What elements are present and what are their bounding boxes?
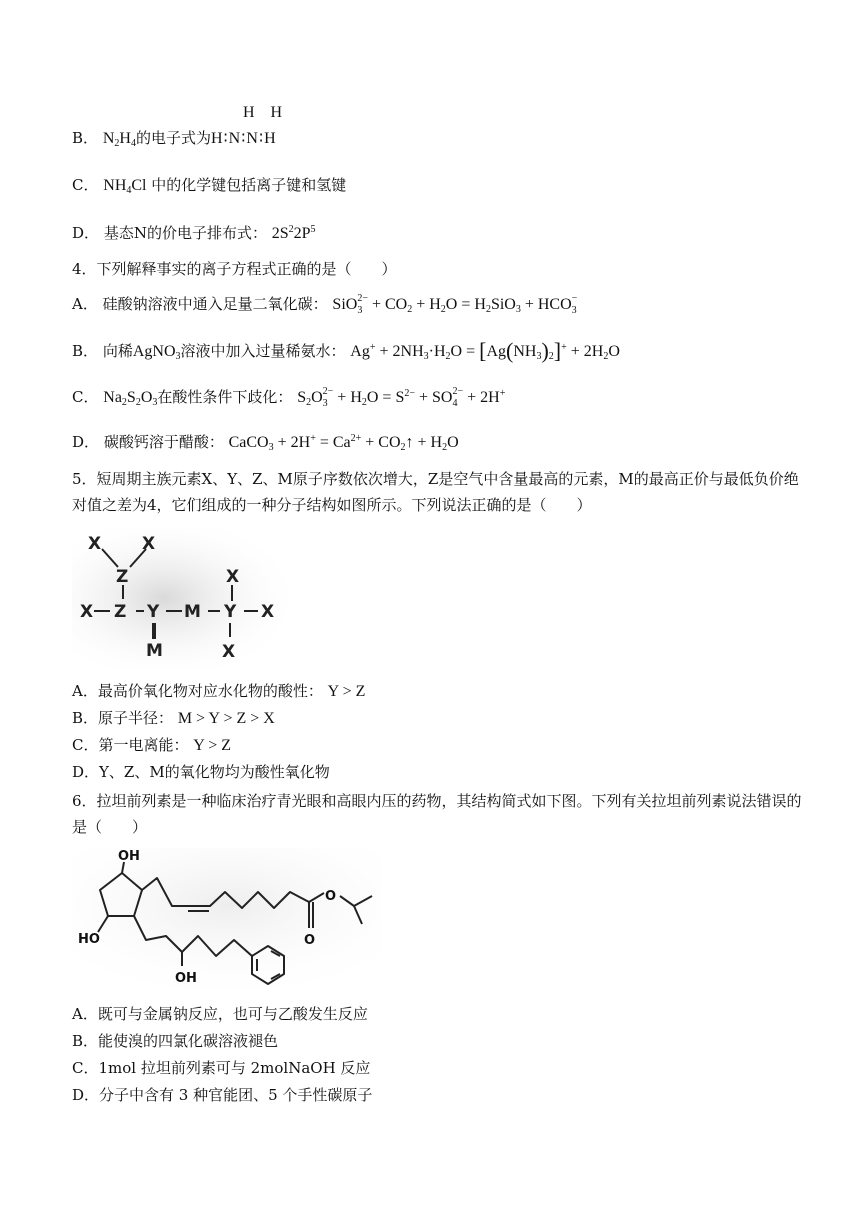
formula: $NH_4Cl$: [103, 177, 147, 196]
equation: $S_2O$ 2− 3 + $H_2O = S^{2-}$ + SO 2− 4 + 2H+: [297, 386, 506, 410]
option-text: 向稀: [102, 342, 133, 360]
option-text: 碳酸钙溶于醋酸：: [103, 433, 224, 451]
option-text: 第一电离能：: [98, 736, 189, 754]
formula: $2S^22P^5$: [271, 224, 316, 242]
q6-option-c: [72, 1057, 370, 1079]
q5-stem: 5．短周期主族元素X、Y、Z、M原子序数依次增大，Z是空气中含量最高的元素，M的最高正价与最低负价绝对值之差为4，它们组成的一种分子结构如图所示。下列说法正确的是（ ）: [72, 470, 799, 514]
q4-option-d: [72, 431, 459, 454]
q6-stem: 6．拉坦前列素是一种临床治疗青光眼和高眼内压的药物，其结构简式如下图。下列有关拉坦前列素说法错误的是（ ）: [72, 792, 802, 836]
atom-z: Z: [116, 567, 129, 587]
hydroxyl-label: OH: [118, 849, 140, 864]
formula: AgNO$_3$: [132, 343, 181, 362]
atom-m: M: [146, 641, 163, 661]
q4-option-b: [72, 340, 620, 363]
ether-oxygen-label: O: [325, 889, 337, 904]
q5-option-b: [72, 707, 275, 730]
q6-option-d: [72, 1084, 372, 1106]
option-text: 基态N的价电子排布式：: [103, 224, 267, 242]
option-text: 既可与金属钠反应，也可与乙酸发生反应: [97, 1005, 368, 1023]
formula: Y > Z: [327, 683, 366, 700]
q3-option-c: [72, 174, 346, 197]
q6-option-a: [72, 1003, 368, 1025]
option-text: 能使溴的四氯化碳溶液褪色: [98, 1032, 279, 1050]
atom-x: X: [80, 602, 94, 622]
electron-formula-top-hydrogens: H H: [243, 104, 289, 121]
option-label: B．: [72, 342, 99, 360]
q4-stem: 4．下列解释事实的离子方程式正确的是（ ）: [72, 260, 397, 278]
q4-option-a: [72, 293, 577, 316]
q3-option-d: [72, 222, 316, 245]
option-label: B．: [72, 709, 99, 727]
option-label: D．: [72, 1086, 100, 1104]
formula: $Na_2S_2O_3$: [103, 389, 158, 408]
option-label: D．: [72, 763, 100, 781]
option-text: Y、Z、M的氧化物均为酸性氧化物: [99, 763, 330, 781]
atom-x: X: [88, 534, 102, 554]
option-label: A．: [72, 682, 98, 700]
equation: CaCO$_3$ + $2H^+ = Ca^{2+}$ + $CO_2↑ + H_2O$: [228, 433, 459, 453]
atom-x: X: [226, 567, 240, 587]
option-text: 硅酸钠溶液中通入足量二氧化碳：: [102, 295, 328, 313]
hydroxyl-label: OH: [175, 971, 197, 986]
q4-option-c: [72, 386, 505, 409]
atom-m: M: [184, 602, 201, 622]
q3-option-b: [72, 127, 277, 150]
electron-formula: H∶N∶N∶H: [210, 130, 277, 147]
option-text: 在酸性条件下歧化：: [157, 388, 293, 406]
option-label: A．: [72, 1005, 98, 1023]
formula: $N_2H_4$: [102, 130, 136, 149]
option-label: C．: [72, 388, 99, 406]
option-text: 最高价氧化物对应水化物的酸性：: [97, 682, 323, 700]
option-label: D．: [72, 433, 100, 451]
q6-latanoprost-structure: [72, 848, 382, 990]
equation: SiO 2− 3 + $CO_2 + H_2O = H_2SiO_3$ + HCO − 3: [332, 293, 578, 317]
q5-option-d: [72, 761, 330, 783]
option-text: 1mol 拉坦前列素可与 2molNaOH 反应: [98, 1059, 371, 1077]
atom-x: X: [261, 602, 275, 622]
q5-molecule-structure: [72, 527, 302, 669]
atom-z: Z: [114, 602, 127, 622]
option-label: C．: [72, 176, 99, 194]
option-text: 溶液中加入过量稀氨水：: [180, 342, 346, 360]
hydroxyl-label: HO: [78, 932, 100, 947]
option-text: 原子半径：: [98, 709, 174, 727]
formula: Y > Z: [193, 737, 232, 754]
option-label: A．: [72, 295, 98, 313]
atom-x: X: [142, 534, 156, 554]
atom-y: Y: [224, 602, 237, 622]
formula: M > Y > Z > X: [177, 710, 275, 727]
carbonyl-oxygen-label: O: [304, 933, 316, 948]
q5-option-a: [72, 680, 365, 703]
q6-option-b: [72, 1030, 278, 1052]
option-label: C．: [72, 1059, 99, 1077]
option-text: 的电子式为: [135, 129, 211, 147]
q5-option-c: [72, 734, 231, 757]
option-label: C．: [72, 736, 99, 754]
equation: $Ag^+ + 2NH_3\cdot H_2O = [Ag(NH_3)_2]^+ + 2H_2O$: [350, 338, 620, 363]
option-label: D．: [72, 224, 100, 242]
option-text: 中的化学键包括离子键和氢键: [151, 176, 347, 194]
atom-y: Y: [147, 602, 160, 622]
option-text: 分子中含有 3 种官能团、5 个手性碳原子: [99, 1086, 373, 1104]
atom-x: X: [222, 642, 236, 662]
option-label: B．: [72, 129, 99, 147]
option-label: B．: [72, 1032, 99, 1050]
